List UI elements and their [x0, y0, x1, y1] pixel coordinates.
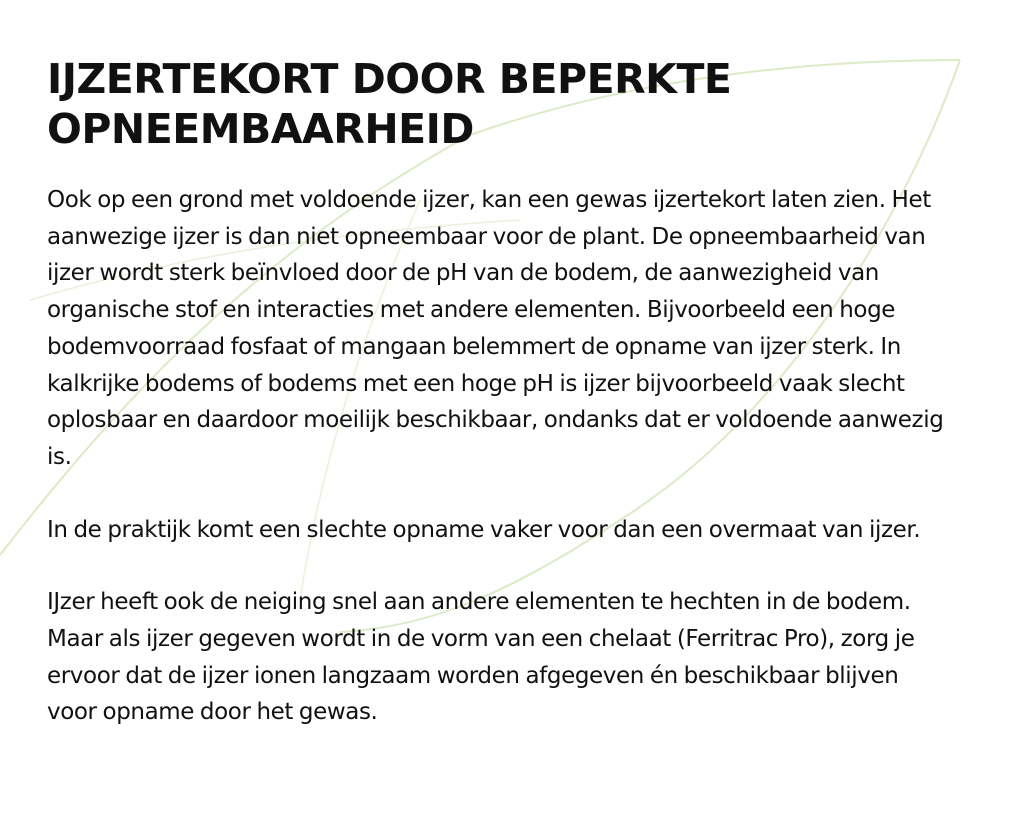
- paragraph-intro: Ook op een grond met voldoende ijzer, kan een gewas ijzertekort laten zien. Het aanwezige ijzer is dan niet opneembaar voor de plant. De opneembaarheid van ijzer wordt sterk beïnvloed door de pH van de bodem, de aanwezigheid van organische stof en interacties met andere elementen. Bijvoorbeeld een hoge bodemvoorraad fosfaat of mangaan belemmert de opname van ijzer sterk. In kalkrijke bodems of bodems met een hoge pH is ijzer bijvoorbeeld vaak slecht oplosbaar en daardoor moeilijk beschikbaar, ondanks dat er voldoende aanwezig is.: [47, 187, 944, 470]
- article: [47, 54, 987, 731]
- page-title: IJZERTEKORT DOOR BEPERKTE OPNEEMBAARHEID: [47, 55, 732, 153]
- paragraph-practice: In de praktijk komt een slechte opname vaker voor dan een overmaat van ijzer.: [47, 516, 921, 543]
- paragraph-chelate: IJzer heeft ook de neiging snel aan andere elementen te hechten in de bodem. Maar als ijzer gegeven wordt in de vorm van een chelaat (Ferritrac Pro), zorg je ervoor dat de ijzer ionen langzaam worden afgegeven én beschikbaar blijven voor opname door het gewas.: [47, 589, 915, 726]
